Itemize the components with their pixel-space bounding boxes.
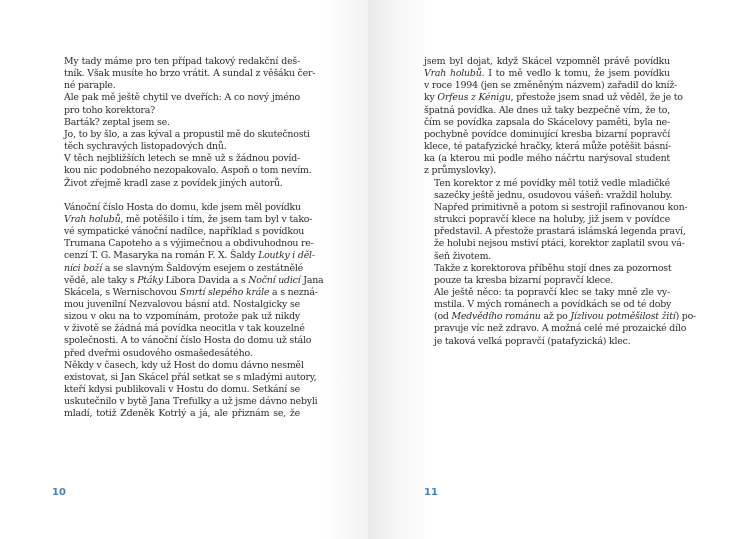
text-line: klece, té patafyzické hračky, která může potěšit básní- — [424, 141, 672, 153]
text-line: mou juvenilní Nezvalovou básní atd. Nostalgicky se — [64, 298, 300, 310]
text-line: že holubi nejsou mstiví ptáci, korektor zaplatil svou vá- — [434, 238, 685, 250]
text-line: My tady máme pro ten případ takový redakční deš- — [64, 56, 300, 67]
text-line: Trumana Capoteho a s výjimečnou a obdivuhodnou re- — [64, 238, 314, 250]
text-line: níci boží a se slavným Šaldovým esejem o zestátnělé — [64, 262, 303, 274]
right-page-text — [424, 56, 697, 348]
text-line: těch sychravých listopadových dnů. — [64, 141, 227, 153]
paragraph — [54, 92, 300, 116]
paragraph — [54, 201, 324, 360]
text-line: šeň životem. — [434, 250, 492, 262]
text-line: Jo, to by šlo, a zas kýval a propustil mě do skutečnosti — [64, 128, 310, 140]
left-page-text — [54, 56, 324, 421]
text-line: čím se povídka zapsala do Skácelovy paměti, byla ne- — [424, 116, 670, 128]
text-line: v roce 1994 (jen se změněným názvem) zařadil do kníž- — [424, 80, 678, 92]
text-line: představil. A přestože prastará islámská legenda praví, — [434, 226, 686, 238]
text-line: kteří kdysi publikovali v Hostu do domu. Setkání se — [64, 384, 300, 396]
text-line: Vrah holubů, mě potěšilo i tím, že jsem tam byl v tako- — [64, 213, 313, 225]
text-line: Někdy v časech, kdy už Host do domu dávno nesměl — [64, 359, 304, 371]
text-line: Ten korektor z mé povídky měl totiž vedle mladičké — [434, 177, 670, 189]
text-line: Vrah holubů. I to mě vedlo k tomu, že jsem povídku — [424, 68, 670, 80]
text-line: jsem byl dojat, když Skácel vzpomněl právě povídku — [424, 56, 670, 67]
text-line: mladí, totiž Zdeněk Kotrlý a já, ale přiznám se, že — [64, 408, 300, 420]
text-line: je taková velká popravčí (patafyzická) klec. — [434, 335, 631, 347]
text-line: Napřed primitivně a potom si sestrojil rafinovanou kon- — [434, 201, 688, 213]
text-line: společnosti. A to vánoční číslo Hosta do domu už stálo — [64, 335, 312, 347]
text-line: Vánoční číslo Hosta do domu, kde jsem měl povídku — [64, 201, 301, 213]
text-line: pravuje víc než zdravo. A možná celé mé prozaické dílo — [434, 323, 687, 335]
text-line: špatná povídka. Ale dnes už taky bezpečně vím, že to, — [424, 104, 670, 116]
text-line: kou nic podobného nezopakovalo. Aspoň o tom nevím. — [64, 165, 312, 177]
text-line: strukci popravčí klece na holuby, již jsem v povídce — [434, 214, 670, 226]
text-line: Ale pak mě ještě chytil ve dveřích: A co nový jméno — [64, 92, 300, 104]
text-line: cenzí T. G. Masaryka na román F. X. Šaldy Loutky i děl- — [64, 250, 315, 262]
text-line: ky Orfeus z Kénigu, přestože jsem snad už věděl, že je to — [424, 92, 683, 104]
paragraph — [424, 263, 670, 287]
paragraph — [424, 286, 697, 348]
page-number: 11 — [424, 487, 438, 498]
text-line: Život zřejmě kradl zase z povídek jiných autorů. — [64, 177, 283, 189]
text-line: ka (a kterou mi podle mého náčrtu narýsoval student — [424, 153, 670, 165]
paragraph — [54, 117, 300, 129]
text-line: v životě se žádná má povídka neocitla v tak kouzelné — [64, 323, 305, 335]
text-line: Takže z korektorova příběhu stojí dnes za pozornost — [434, 262, 672, 274]
paragraph — [54, 359, 318, 421]
text-line: pouze ta kresba bizarní popravčí klece. — [434, 274, 614, 286]
paragraph — [54, 128, 310, 153]
page-number: 10 — [52, 487, 66, 498]
right-page — [368, 0, 737, 539]
text-line: sizou v oku na to vzpomínám, protože pak už nikdy — [64, 311, 300, 323]
text-line: pro toho korektora? — [64, 104, 155, 116]
text-line: Barták? zeptal jsem se. — [64, 116, 170, 128]
text-line: pochybně povídce dominující kresba bizarní popravčí — [424, 128, 670, 140]
text-line: uskutečnilo v bytě Jana Trefulky a už jsme dávno nebyli — [64, 396, 318, 408]
paragraph — [54, 153, 312, 189]
paragraph — [54, 56, 316, 92]
text-line: Skácela, s Wernischovou Smrtí slepého krále a s nezná- — [64, 286, 318, 298]
text-line: Ale ještě něco: ta popravčí klec se taky mně zle vy- — [434, 286, 670, 298]
text-line: tník. Však musíte ho brzo vrátit. A sundal z věšáku čer- — [64, 68, 316, 80]
paragraph — [424, 177, 688, 263]
text-line: před dveřmi osudového osmašedesátého. — [64, 347, 253, 359]
text-line: vědě, ale taky s Ptáky Libora Davida a s Noční udicí Jana — [64, 274, 324, 286]
text-line: existovat, si Jan Skácel přál setkat se s mladými autory, — [64, 371, 317, 383]
text-line: né paraple. — [64, 80, 116, 92]
left-page — [0, 0, 368, 539]
text-line: mstila. V mých románech a povídkách se od té doby — [434, 299, 672, 311]
text-line: sazečky ještě jednu, osudovou vášeň: vraždil holuby. — [434, 189, 673, 201]
text-line: (od Medvědího románu až po Jízlivou potměšilost žití) po- — [434, 311, 697, 323]
text-line: V těch nejbližších letech se mně už s žádnou povíd- — [64, 153, 300, 165]
text-line: z průmyslovky). — [424, 165, 496, 177]
text-line: vé sympatické vánoční nadílce, například s povídkou — [64, 226, 305, 238]
paragraph — [424, 56, 683, 178]
